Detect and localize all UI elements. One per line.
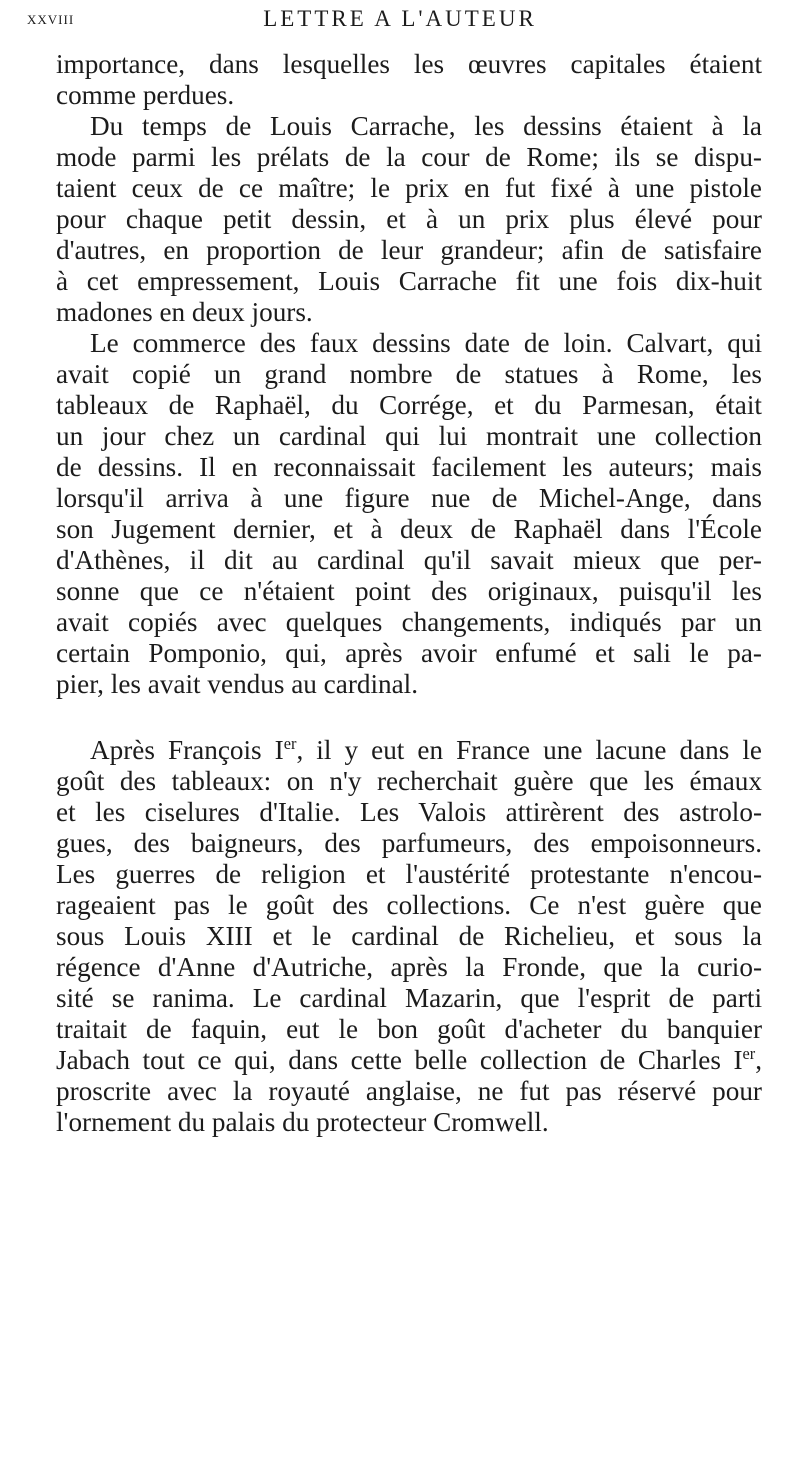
text-line: pour chaque petit dessin, et à un prix plus élevé pour — [56, 204, 762, 234]
paragraph-spacer — [56, 700, 762, 735]
text-line: Du temps de Louis Carrache, les dessins étaient à la — [90, 111, 762, 141]
text-line: Après François Ier, il y eut en France une lacune dans le — [90, 733, 762, 765]
text-line: Les guerres de religion et l'austérité protestante n'encou- — [56, 859, 762, 889]
text-block — [56, 49, 762, 1138]
text-line: pier, les avait vendus au cardinal. — [56, 669, 419, 699]
text-line: l'ornement du palais du protecteur Cromwell. — [56, 1107, 549, 1137]
text-line: et les ciselures d'Italie. Les Valois attirèrent des astrolo- — [56, 797, 762, 827]
running-head: LETTRE A L'AUTEUR — [263, 6, 537, 31]
text-line: certain Pomponio, qui, après avoir enfumé et sali le pa- — [56, 638, 762, 668]
text-line: importance, dans lesquelles les œuvres capitales étaient — [56, 49, 762, 79]
text-line: avait copiés avec quelques changements, indiqués par un — [56, 607, 762, 637]
text-line: Le commerce des faux dessins date de loin. Calvart, qui — [90, 328, 762, 358]
text-line: son Jugement dernier, et à deux de Raphaël dans l'École — [56, 514, 762, 544]
text-line: de dessins. Il en reconnaissait facilement les auteurs; mais — [56, 452, 762, 482]
text-line: gues, des baigneurs, des parfumeurs, des empoisonneurs. — [56, 828, 762, 858]
text-line: tableaux de Raphaël, du Corrége, et du Parmesan, était — [56, 390, 762, 420]
text-line: proscrite avec la royauté anglaise, ne fut pas réservé pour — [56, 1076, 762, 1106]
page-number: XXVIII — [27, 12, 75, 27]
paragraph — [56, 735, 762, 1138]
text-line: avait copié un grand nombre de statues à Rome, les — [56, 359, 762, 389]
text-line: mode parmi les prélats de la cour de Rome; ils se dispu- — [56, 142, 762, 172]
text-line: un jour chez un cardinal qui lui montrait une collection — [56, 421, 762, 451]
text-line: sité se ranima. Le cardinal Mazarin, que l'esprit de parti — [56, 983, 762, 1013]
text-line: Jabach tout ce qui, dans cette belle collection de Charles Ier, — [56, 1043, 762, 1075]
text-line: comme perdues. — [56, 80, 235, 110]
text-line: d'autres, en proportion de leur grandeur; afin de satisfaire — [56, 235, 762, 265]
text-line: lorsqu'il arriva à une figure nue de Michel-Ange, dans — [56, 483, 762, 513]
text-line: sous Louis XIII et le cardinal de Richelieu, et sous la — [56, 921, 762, 951]
text-line: sonne que ce n'étaient point des originaux, puisqu'il les — [56, 576, 762, 606]
text-line: rageaient pas le goût des collections. Ce n'est guère que — [56, 890, 762, 920]
text-line: à cet empressement, Louis Carrache fit une fois dix-huit — [56, 266, 762, 296]
paragraph — [56, 111, 762, 328]
text-line: régence d'Anne d'Autriche, après la Fronde, que la curio- — [56, 952, 762, 982]
text-line: goût des tableaux: on n'y recherchait guère que les émaux — [56, 766, 762, 796]
paragraph — [56, 328, 762, 700]
paragraph — [56, 49, 762, 111]
text-line: madones en deux jours. — [56, 297, 313, 327]
text-line: traitait de faquin, eut le bon goût d'acheter du banquier — [56, 1014, 762, 1044]
text-line: d'Athènes, il dit au cardinal qu'il savait mieux que per- — [56, 545, 762, 575]
text-line: taient ceux de ce maître; le prix en fut fixé à une pistole — [56, 173, 762, 203]
